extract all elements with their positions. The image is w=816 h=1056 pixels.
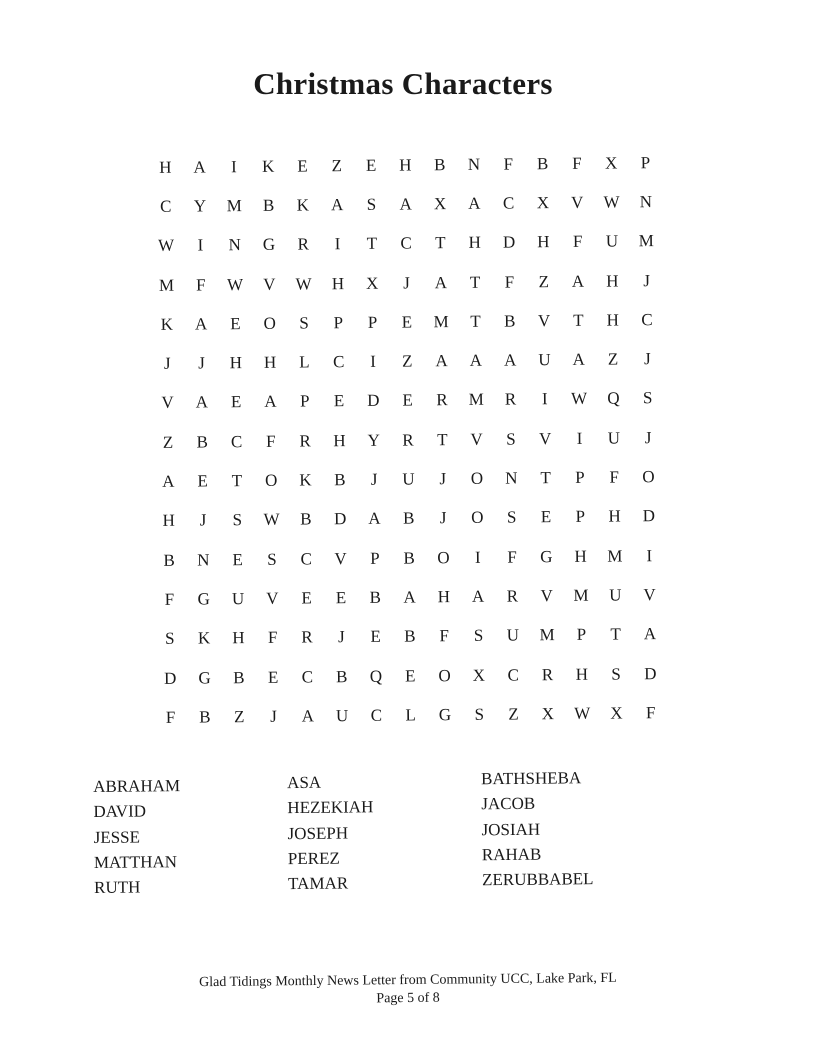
- grid-letter: D: [502, 232, 516, 252]
- grid-letter: J: [163, 353, 171, 373]
- grid-letter: F: [267, 627, 278, 648]
- grid-letter: Z: [233, 706, 245, 726]
- word-list-item: JOSEPH: [287, 823, 349, 843]
- grid-letter: A: [194, 314, 208, 334]
- grid-letter: S: [474, 704, 485, 724]
- grid-letter: N: [467, 154, 481, 174]
- grid-letter: V: [538, 428, 552, 448]
- word-list-item: JOSIAH: [481, 819, 541, 839]
- grid-letter: B: [199, 707, 211, 727]
- grid-letter: T: [437, 429, 448, 449]
- grid-letter: S: [611, 663, 621, 684]
- grid-row: [151, 418, 666, 462]
- grid-letter: J: [643, 349, 651, 369]
- grid-letter: H: [333, 430, 346, 450]
- grid-letter: E: [335, 588, 347, 608]
- grid-letter: V: [537, 310, 551, 331]
- grid-letter: W: [603, 192, 620, 212]
- grid-letter: B: [196, 432, 209, 452]
- grid-letter: X: [433, 194, 447, 214]
- grid-letter: T: [470, 311, 481, 331]
- grid-letter: P: [576, 625, 587, 645]
- grid-letter: H: [468, 233, 481, 253]
- grid-letter: O: [437, 547, 450, 567]
- grid-letter: Z: [162, 432, 174, 452]
- grid-letter: F: [195, 274, 206, 295]
- grid-letter: M: [539, 625, 555, 645]
- grid-letter: E: [301, 588, 312, 608]
- grid-letter: B: [433, 154, 446, 174]
- grid-letter: S: [232, 510, 243, 530]
- word-list-column: [481, 764, 682, 896]
- grid-letter: G: [540, 546, 553, 566]
- grid-letter: K: [197, 628, 211, 648]
- grid-letter: U: [335, 705, 349, 726]
- grid-letter: O: [470, 468, 484, 488]
- grid-letter: J: [370, 469, 378, 489]
- grid-letter: L: [405, 705, 416, 725]
- grid-letter: B: [404, 626, 416, 646]
- grid-letter: D: [642, 506, 656, 526]
- grid-letter: B: [163, 550, 175, 570]
- grid-letter: B: [334, 470, 346, 490]
- grid-letter: R: [299, 431, 311, 451]
- grid-letter: E: [230, 313, 241, 334]
- grid-letter: F: [164, 589, 175, 609]
- grid-letter: W: [571, 389, 588, 409]
- grid-letter: T: [469, 272, 481, 292]
- word-list-item: RAHAB: [481, 844, 542, 865]
- grid-letter: M: [158, 275, 175, 295]
- grid-row: [148, 143, 663, 187]
- grid-letter: C: [502, 193, 515, 213]
- grid-letter: C: [300, 549, 313, 569]
- grid-letter: N: [639, 192, 653, 212]
- grid-letter: A: [193, 157, 206, 177]
- grid-row: [150, 300, 665, 344]
- grid-letter: T: [573, 310, 584, 330]
- grid-letter: E: [401, 312, 413, 332]
- grid-letter: M: [226, 196, 242, 216]
- grid-letter: H: [229, 353, 243, 373]
- grid-letter: I: [334, 234, 341, 254]
- grid-letter: O: [471, 508, 484, 528]
- grid-letter: H: [608, 506, 621, 526]
- grid-letter: P: [575, 507, 586, 527]
- word-list-item: RUTH: [94, 877, 141, 898]
- grid-letter: V: [266, 588, 279, 608]
- footer-newsletter-line: Glad Tidings Monthly News Letter from Community UCC, Lake Park, FL: [199, 970, 617, 991]
- grid-letter: H: [331, 273, 345, 293]
- grid-letter: X: [604, 153, 618, 173]
- grid-letter: F: [572, 232, 583, 252]
- grid-letter: T: [231, 471, 243, 491]
- grid-row: [151, 457, 666, 501]
- grid-letter: A: [503, 350, 517, 370]
- word-list-item: ABRAHAM: [93, 776, 181, 796]
- grid-letter: T: [366, 234, 378, 254]
- grid-row: [153, 615, 668, 659]
- grid-letter: R: [504, 389, 517, 410]
- grid-row: [150, 379, 665, 423]
- grid-letter: F: [165, 707, 176, 727]
- grid-letter: A: [301, 706, 315, 726]
- grid-letter: I: [474, 547, 481, 567]
- grid-letter: D: [333, 509, 347, 529]
- grid-letter: U: [538, 350, 551, 370]
- grid-letter: A: [471, 586, 485, 606]
- grid-letter: H: [606, 310, 619, 330]
- word-list-item: HEZEKIAH: [287, 797, 374, 818]
- grid-letter: O: [263, 313, 276, 333]
- grid-letter: V: [571, 192, 584, 212]
- grid-letter: A: [403, 587, 416, 607]
- grid-letter: F: [439, 626, 450, 646]
- grid-letter: C: [301, 666, 314, 687]
- grid-letter: S: [506, 507, 517, 527]
- grid-letter: S: [506, 429, 516, 449]
- word-list: [93, 764, 682, 900]
- grid-letter: J: [643, 270, 650, 290]
- grid-letter: V: [263, 274, 276, 294]
- grid-letter: C: [641, 309, 653, 330]
- grid-letter: G: [262, 235, 276, 255]
- grid-letter: B: [369, 587, 382, 607]
- grid-letter: J: [199, 510, 207, 530]
- grid-letter: E: [540, 507, 552, 527]
- grid-letter: H: [162, 511, 175, 531]
- word-list-item: JESSE: [93, 827, 141, 847]
- grid-letter: A: [399, 194, 412, 214]
- grid-letter: C: [370, 705, 383, 725]
- grid-letter: B: [504, 311, 516, 331]
- grid-letter: O: [642, 467, 655, 487]
- grid-letter: A: [435, 351, 448, 371]
- grid-letter: V: [643, 585, 656, 605]
- grid-letter: U: [605, 231, 619, 251]
- grid-letter: X: [365, 273, 379, 293]
- grid-letter: M: [573, 585, 589, 605]
- grid-letter: H: [437, 587, 451, 607]
- grid-letter: A: [195, 392, 209, 412]
- grid-letter: G: [438, 704, 452, 725]
- grid-letter: R: [436, 390, 448, 410]
- grid-letter: W: [295, 273, 312, 294]
- grid-letter: C: [332, 352, 345, 372]
- grid-letter: F: [503, 154, 514, 174]
- word-list-item: PEREZ: [287, 848, 340, 869]
- grid-letter: E: [267, 667, 279, 687]
- grid-letter: E: [405, 665, 416, 686]
- grid-letter: P: [333, 312, 344, 333]
- grid-letter: S: [473, 626, 484, 646]
- grid-letter: E: [402, 390, 413, 410]
- grid-letter: V: [334, 548, 347, 568]
- grid-letter: Z: [538, 271, 549, 291]
- grid-letter: F: [645, 702, 656, 723]
- grid-row: [149, 222, 664, 266]
- grid-letter: R: [506, 586, 519, 606]
- grid-letter: A: [643, 624, 657, 644]
- grid-letter: P: [640, 152, 651, 172]
- grid-letter: B: [403, 508, 415, 528]
- grid-letter: V: [161, 393, 174, 413]
- grid-letter: I: [646, 545, 653, 565]
- grid-letter: E: [297, 156, 308, 176]
- grid-letter: Q: [607, 388, 620, 409]
- grid-row: [152, 575, 667, 619]
- grid-letter: I: [576, 428, 583, 448]
- grid-letter: B: [335, 666, 348, 686]
- word-list-item: ZERUBBABEL: [481, 869, 594, 890]
- grid-letter: G: [197, 589, 210, 609]
- grid-letter: R: [301, 627, 313, 647]
- grid-letter: D: [163, 668, 177, 688]
- word-list-item: JACOB: [481, 794, 536, 814]
- grid-letter: T: [435, 233, 446, 253]
- grid-letter: A: [162, 471, 175, 491]
- grid-letter: P: [367, 312, 378, 332]
- grid-letter: K: [261, 156, 275, 176]
- grid-letter: U: [402, 469, 415, 489]
- word-list-item: TAMAR: [288, 873, 349, 894]
- grid-letter: E: [333, 391, 345, 411]
- grid-letter: W: [157, 235, 175, 256]
- grid-letter: M: [607, 546, 623, 566]
- grid-letter: Y: [367, 430, 380, 450]
- grid-letter: J: [439, 508, 447, 528]
- grid-letter: J: [198, 353, 205, 373]
- grid-letter: S: [642, 388, 653, 408]
- grid-letter: A: [368, 509, 381, 529]
- grid-letter: Z: [508, 704, 519, 724]
- grid-row: [153, 693, 668, 737]
- grid-letter: A: [468, 193, 481, 213]
- grid-letter: I: [230, 156, 237, 176]
- grid-letter: L: [299, 352, 310, 372]
- grid-letter: O: [264, 470, 278, 490]
- grid-letter: Z: [331, 155, 343, 175]
- grid-letter: H: [399, 155, 412, 175]
- grid-letter: A: [571, 271, 585, 291]
- grid-letter: S: [165, 628, 175, 649]
- grid-letter: M: [638, 231, 654, 251]
- grid-letter: K: [299, 470, 312, 490]
- grid-row: [149, 261, 664, 305]
- grid-letter: C: [159, 196, 172, 216]
- grid-letter: R: [297, 234, 310, 254]
- grid-letter: I: [370, 351, 376, 372]
- grid-letter: E: [197, 471, 208, 491]
- page-title: Christmas Characters: [253, 66, 553, 101]
- grid-letter: F: [609, 467, 620, 487]
- word-search-grid: [148, 143, 668, 737]
- grid-letter: X: [610, 703, 623, 723]
- word-list-item: ASA: [287, 772, 322, 793]
- grid-letter: V: [540, 586, 553, 606]
- grid-letter: V: [470, 429, 483, 449]
- word-list-column: [287, 768, 482, 898]
- grid-letter: P: [370, 548, 380, 568]
- grid-letter: W: [226, 274, 244, 294]
- grid-letter: A: [434, 272, 448, 292]
- grid-letter: E: [370, 626, 381, 647]
- grid-letter: B: [536, 153, 549, 173]
- grid-letter: J: [337, 627, 345, 647]
- grid-letter: H: [575, 664, 589, 684]
- grid-letter: M: [468, 390, 484, 410]
- grid-letter: H: [606, 271, 619, 291]
- grid-letter: A: [330, 195, 344, 215]
- grid-row: [152, 536, 667, 580]
- grid-letter: H: [263, 352, 277, 373]
- grid-letter: Y: [193, 196, 207, 216]
- grid-letter: U: [506, 625, 520, 645]
- word-list-item: DAVID: [93, 801, 147, 822]
- grid-letter: Z: [401, 351, 413, 371]
- grid-letter: J: [439, 469, 447, 489]
- grid-row: [148, 182, 663, 226]
- footer: [0, 968, 816, 1013]
- grid-letter: W: [263, 510, 280, 530]
- grid-letter: S: [267, 549, 277, 569]
- grid-letter: G: [198, 667, 211, 688]
- grid-letter: H: [232, 628, 245, 648]
- grid-letter: J: [403, 273, 410, 293]
- grid-letter: Z: [607, 349, 619, 369]
- grid-letter: H: [159, 157, 172, 177]
- word-list-item: BATHSHEBA: [481, 768, 582, 789]
- word-list-item: MATTHAN: [93, 852, 178, 872]
- grid-letter: N: [197, 550, 210, 570]
- grid-letter: T: [610, 624, 621, 644]
- grid-letter: U: [607, 428, 621, 448]
- grid-letter: F: [266, 431, 276, 451]
- grid-letter: P: [575, 467, 585, 487]
- grid-letter: B: [300, 509, 312, 529]
- grid-letter: N: [228, 235, 241, 255]
- grid-letter: N: [505, 468, 518, 488]
- footer-page-number: Page 5 of 8: [376, 990, 440, 1007]
- grid-letter: E: [230, 392, 242, 412]
- grid-letter: Q: [369, 666, 383, 686]
- grid-letter: F: [507, 547, 517, 567]
- grid-letter: R: [541, 664, 554, 684]
- grid-letter: S: [366, 194, 377, 214]
- grid-letter: I: [197, 235, 204, 255]
- grid-letter: K: [296, 195, 310, 215]
- grid-letter: W: [574, 703, 591, 723]
- grid-letter: X: [541, 703, 555, 724]
- grid-letter: A: [572, 349, 585, 370]
- grid-letter: T: [540, 468, 551, 488]
- grid-letter: D: [367, 391, 380, 411]
- grid-letter: E: [232, 549, 243, 569]
- grid-letter: X: [472, 665, 486, 685]
- grid-letter: A: [264, 392, 277, 412]
- grid-letter: M: [433, 311, 449, 332]
- grid-letter: S: [299, 313, 309, 333]
- grid-letter: U: [231, 589, 245, 609]
- grid-row: [151, 497, 666, 541]
- grid-letter: H: [574, 546, 587, 566]
- grid-letter: J: [270, 706, 277, 726]
- grid-letter: D: [644, 663, 657, 683]
- grid-letter: R: [402, 430, 414, 450]
- grid-letter: B: [233, 667, 245, 687]
- grid-letter: I: [541, 389, 548, 409]
- grid-letter: H: [537, 232, 550, 252]
- word-list-column: [93, 772, 288, 900]
- grid-letter: A: [469, 350, 483, 371]
- grid-letter: J: [644, 427, 652, 447]
- grid-letter: C: [230, 431, 243, 451]
- grid-letter: P: [299, 391, 310, 411]
- grid-letter: F: [504, 272, 515, 292]
- grid-letter: O: [438, 665, 451, 685]
- grid-letter: C: [400, 233, 412, 253]
- grid-letter: E: [365, 155, 377, 175]
- grid-letter: B: [262, 195, 275, 215]
- grid-letter: B: [403, 548, 415, 568]
- grid-row: [150, 340, 665, 384]
- grid-letter: C: [507, 664, 519, 685]
- grid-letter: X: [536, 193, 550, 213]
- grid-letter: F: [572, 153, 582, 173]
- grid-letter: U: [609, 585, 622, 605]
- grid-row: [153, 654, 668, 698]
- grid-letter: K: [160, 314, 174, 334]
